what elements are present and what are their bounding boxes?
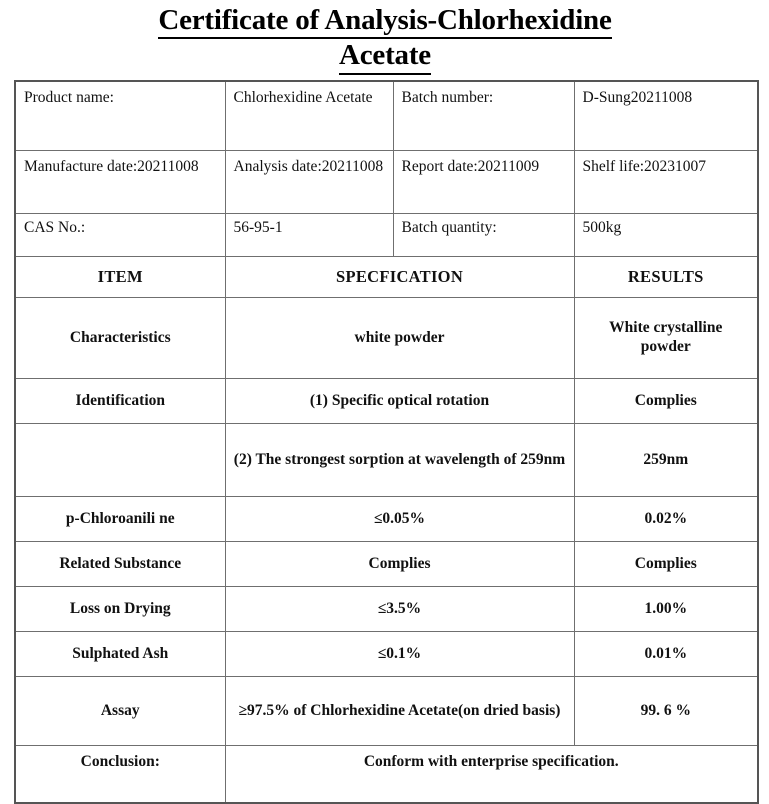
row-result: 1.00%	[574, 587, 758, 632]
conclusion-label: Conclusion:	[15, 746, 225, 804]
report-date: Report date:20211009	[393, 151, 574, 214]
manufacture-date: Manufacture date:20211008	[15, 151, 225, 214]
table-row	[15, 632, 758, 677]
coa-table	[14, 80, 759, 804]
row-specification: (1) Specific optical rotation	[225, 379, 574, 424]
row-item-label: Identification	[15, 379, 225, 424]
table-row	[15, 677, 758, 746]
row-result: 0.01%	[574, 632, 758, 677]
row-item-label: p-Chloroanili ne	[15, 497, 225, 542]
row-result: 99. 6 %	[574, 677, 758, 746]
shelf-life: Shelf life:20231007	[574, 151, 758, 214]
page-title	[70, 4, 700, 75]
row-item-label	[15, 424, 225, 497]
cas-no-value: 56-95-1	[225, 214, 393, 257]
row-item-label: Sulphated Ash	[15, 632, 225, 677]
table-row-dates	[15, 151, 758, 214]
row-item-label: Characteristics	[15, 298, 225, 379]
row-specification: white powder	[225, 298, 574, 379]
batch-quantity-value: 500kg	[574, 214, 758, 257]
row-result: Complies	[574, 379, 758, 424]
table-row	[15, 587, 758, 632]
page-title-line-2: Acetate	[339, 39, 431, 74]
row-specification: Complies	[225, 542, 574, 587]
table-row	[15, 542, 758, 587]
row-specification: ≤0.05%	[225, 497, 574, 542]
table-row-product	[15, 81, 758, 151]
table-row-cas	[15, 214, 758, 257]
table-row	[15, 424, 758, 497]
conclusion-value: Conform with enterprise specification.	[225, 746, 758, 804]
table-row	[15, 497, 758, 542]
row-specification: ≤0.1%	[225, 632, 574, 677]
row-specification: (2) The strongest sorption at wavelength of 259nm	[225, 424, 574, 497]
table-header-row	[15, 257, 758, 298]
cas-no-label: CAS No.:	[15, 214, 225, 257]
row-specification: ≤3.5%	[225, 587, 574, 632]
table-row	[15, 379, 758, 424]
batch-number-value: D-Sung20211008	[574, 81, 758, 151]
column-header-results: RESULTS	[574, 257, 758, 298]
row-result: Complies	[574, 542, 758, 587]
column-header-item: ITEM	[15, 257, 225, 298]
row-result: 0.02%	[574, 497, 758, 542]
table-row-conclusion	[15, 746, 758, 804]
analysis-date: Analysis date:20211008	[225, 151, 393, 214]
batch-quantity-label: Batch quantity:	[393, 214, 574, 257]
row-result: White crystalline powder	[574, 298, 758, 379]
batch-number-label: Batch number:	[393, 81, 574, 151]
page-title-line-1: Certificate of Analysis-Chlorhexidine	[158, 4, 611, 39]
row-item-label: Loss on Drying	[15, 587, 225, 632]
column-header-specification: SPECFICATION	[225, 257, 574, 298]
row-item-label: Assay	[15, 677, 225, 746]
row-result: 259nm	[574, 424, 758, 497]
row-specification: ≥97.5% of Chlorhexidine Acetate(on dried basis)	[225, 677, 574, 746]
product-name-label: Product name:	[15, 81, 225, 151]
row-item-label: Related Substance	[15, 542, 225, 587]
product-name-value: Chlorhexidine Acetate	[225, 81, 393, 151]
table-row	[15, 298, 758, 379]
